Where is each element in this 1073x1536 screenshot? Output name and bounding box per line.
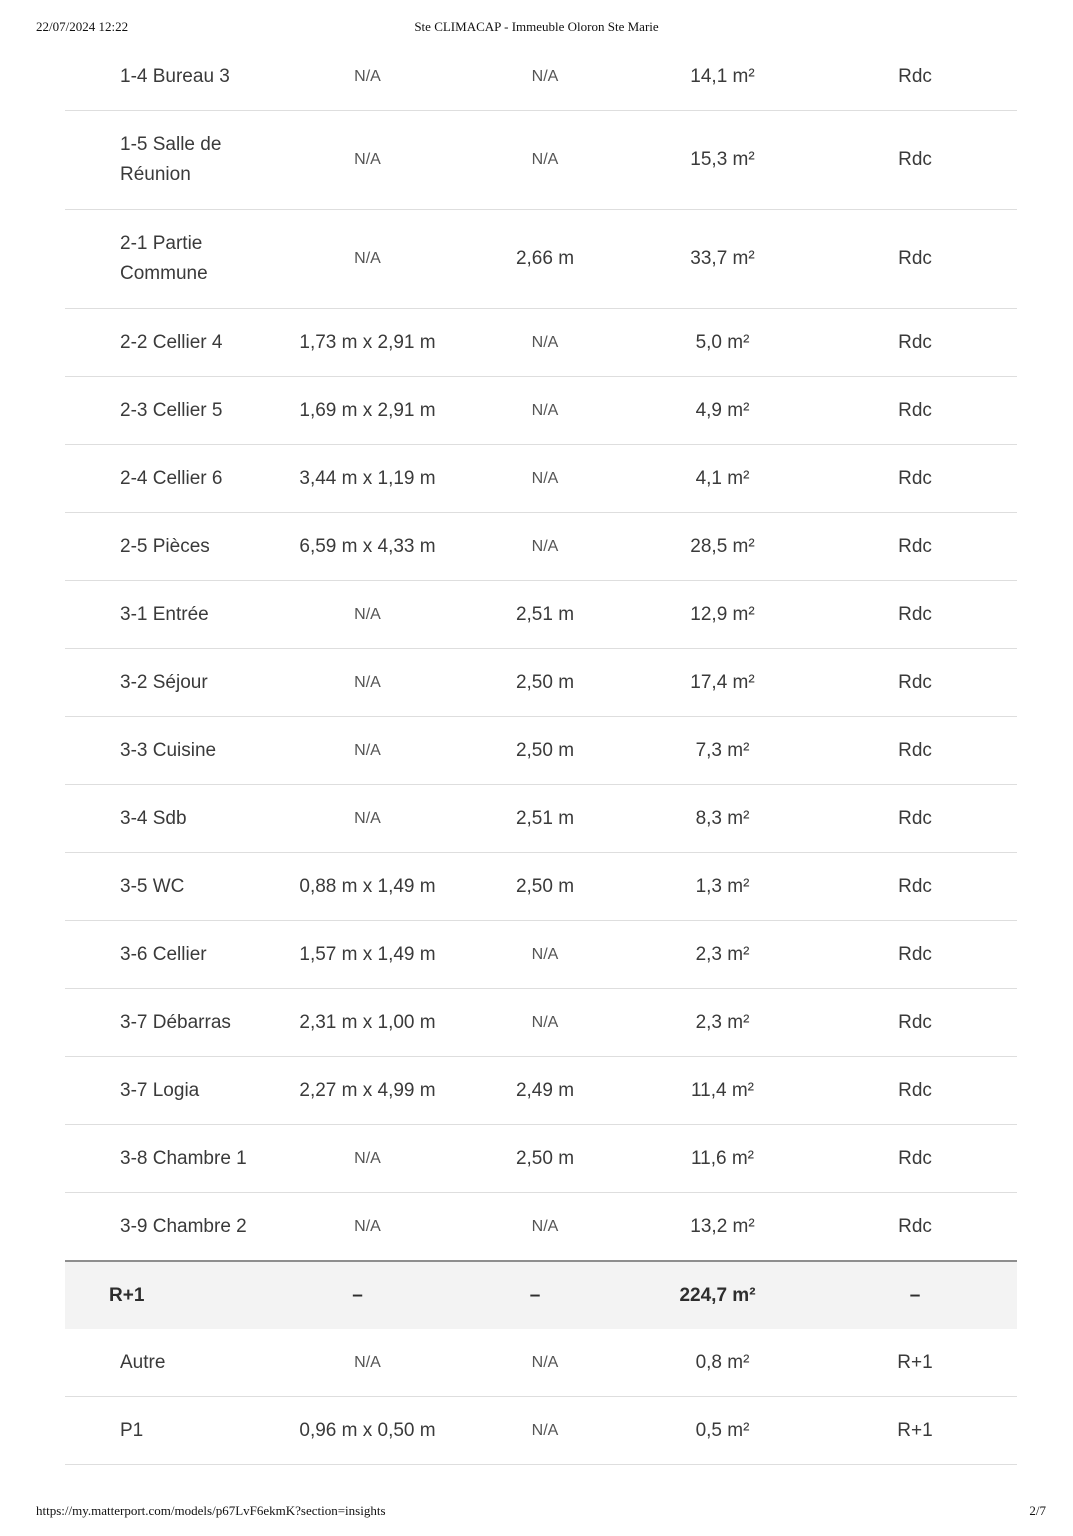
room-dimensions: N/A	[354, 67, 381, 85]
room-name: 3-5 WC	[120, 875, 185, 897]
room-level: Rdc	[898, 739, 932, 761]
room-height: N/A	[531, 151, 559, 168]
room-height: N/A	[531, 537, 559, 555]
room-height: 2,50 m	[515, 739, 575, 761]
room-area: 4,9 m²	[695, 399, 750, 421]
table-row	[65, 43, 1017, 111]
room-level: Rdc	[898, 875, 932, 897]
room-area: 28,5 m²	[690, 535, 755, 557]
room-dimensions: 2,31 m x 1,00 m	[299, 1011, 436, 1033]
room-height: 2,51 m	[515, 603, 575, 625]
table-row	[65, 649, 1017, 717]
table-row	[65, 1057, 1017, 1125]
floor-group-row	[65, 1260, 1017, 1329]
room-level: Rdc	[898, 1147, 932, 1169]
table-row	[65, 1125, 1017, 1193]
table-row	[65, 111, 1017, 210]
room-level: Rdc	[898, 399, 932, 421]
room-dimensions: 1,57 m x 1,49 m	[299, 943, 436, 965]
table-row	[65, 445, 1017, 513]
page-number: 2/7	[1029, 1503, 1046, 1518]
table-row	[65, 989, 1017, 1057]
room-dimensions: 0,96 m x 0,50 m	[299, 1419, 436, 1441]
room-area: 7,3 m²	[695, 739, 750, 761]
room-height: 2,50 m	[515, 1147, 575, 1169]
room-area: 5,0 m²	[695, 331, 750, 353]
page-url: https://my.matterport.com/models/p67LvF6ekmK?section=insights	[36, 1503, 386, 1518]
room-dimensions: N/A	[354, 673, 381, 691]
room-name: 2-3 Cellier 5	[120, 399, 223, 421]
room-dimensions: 6,59 m x 4,33 m	[299, 535, 436, 557]
room-dimensions: N/A	[354, 1353, 381, 1371]
room-level: Rdc	[898, 1011, 932, 1033]
room-area: 11,4 m²	[690, 1079, 754, 1101]
room-height: N/A	[531, 333, 559, 351]
print-header	[36, 19, 1037, 39]
room-level: Rdc	[898, 671, 932, 693]
room-dimensions: N/A	[354, 605, 381, 623]
room-level: Rdc	[898, 65, 932, 87]
room-area: 1,3 m²	[695, 875, 750, 897]
room-level: Rdc	[898, 331, 932, 353]
room-dimensions: 2,27 m x 4,99 m	[299, 1079, 436, 1101]
room-name: 3-4 Sdb	[120, 807, 187, 829]
print-footer	[36, 1503, 1046, 1523]
room-area: 0,8 m²	[695, 1351, 750, 1373]
room-level: Rdc	[898, 535, 932, 557]
room-dimensions: N/A	[354, 809, 381, 827]
room-height: N/A	[531, 67, 559, 85]
room-area: 14,1 m²	[690, 65, 755, 87]
room-level: Rdc	[898, 467, 932, 489]
room-level: Rdc	[898, 248, 932, 269]
table-row	[65, 513, 1017, 581]
table-row	[65, 1397, 1017, 1465]
table-row	[65, 921, 1017, 989]
room-area: 13,2 m²	[690, 1215, 755, 1237]
floor-height: –	[529, 1284, 541, 1306]
room-name: Autre	[120, 1351, 166, 1373]
room-height: 2,66 m	[515, 248, 575, 269]
room-area: 17,4 m²	[690, 671, 755, 693]
room-level: Rdc	[898, 943, 932, 965]
table-row	[65, 581, 1017, 649]
room-name: 2-1 Partie Commune	[120, 233, 208, 284]
room-dimensions: N/A	[354, 1217, 381, 1235]
room-name: 3-3 Cuisine	[120, 739, 217, 761]
room-area: 0,5 m²	[695, 1419, 750, 1441]
room-name: P1	[120, 1419, 144, 1441]
room-level: Rdc	[898, 603, 932, 625]
room-name: 2-2 Cellier 4	[120, 331, 223, 353]
table-row	[65, 309, 1017, 377]
room-area: 11,6 m²	[690, 1147, 754, 1169]
floor-level: –	[909, 1284, 921, 1306]
room-area: 8,3 m²	[695, 807, 750, 829]
room-name: 2-5 Pièces	[120, 535, 210, 557]
room-name: 3-7 Logia	[120, 1079, 200, 1101]
room-name: 3-7 Débarras	[120, 1011, 231, 1033]
room-dimensions: N/A	[354, 250, 381, 267]
room-name: 2-4 Cellier 6	[120, 467, 223, 489]
room-level: Rdc	[898, 1215, 932, 1237]
room-name: 3-8 Chambre 1	[120, 1147, 247, 1169]
room-height: 2,50 m	[515, 875, 575, 897]
room-area: 33,7 m²	[690, 248, 755, 269]
room-level: Rdc	[898, 149, 932, 170]
table-row	[65, 210, 1017, 309]
room-dimensions: 1,73 m x 2,91 m	[299, 331, 436, 353]
room-height: N/A	[531, 1353, 559, 1371]
floor-area: 224,7 m²	[679, 1284, 756, 1306]
table-row	[65, 1193, 1017, 1260]
table-row	[65, 1329, 1017, 1397]
room-level: Rdc	[898, 807, 932, 829]
room-area: 12,9 m²	[690, 603, 755, 625]
room-level: Rdc	[898, 1079, 932, 1101]
table-row	[65, 377, 1017, 445]
table-row	[65, 853, 1017, 921]
room-name: 1-5 Salle de Réunion	[120, 134, 222, 185]
room-height: N/A	[531, 1013, 559, 1031]
room-dimensions: 3,44 m x 1,19 m	[299, 467, 436, 489]
floor-name: R+1	[109, 1284, 145, 1306]
room-dimensions: N/A	[354, 741, 381, 759]
room-level: R+1	[897, 1351, 933, 1373]
room-area: 2,3 m²	[695, 943, 750, 965]
room-height: 2,51 m	[515, 807, 575, 829]
room-height: N/A	[531, 1421, 559, 1439]
room-name: 3-2 Séjour	[120, 671, 208, 693]
room-name: 3-6 Cellier	[120, 943, 207, 965]
room-height: N/A	[531, 945, 559, 963]
print-date: 22/07/2024 12:22	[36, 19, 129, 34]
room-name: 3-1 Entrée	[120, 603, 209, 625]
table-row	[65, 785, 1017, 853]
room-height: 2,50 m	[515, 671, 575, 693]
room-height: N/A	[531, 401, 559, 419]
room-name: 3-9 Chambre 2	[120, 1215, 247, 1237]
room-area: 15,3 m²	[690, 149, 755, 170]
room-dimensions: 0,88 m x 1,49 m	[299, 875, 436, 897]
table-row	[65, 717, 1017, 785]
floor-dimensions: –	[352, 1284, 363, 1306]
room-height: 2,49 m	[515, 1079, 575, 1101]
room-name: 1-4 Bureau 3	[120, 65, 230, 87]
rooms-table	[65, 43, 1017, 1465]
room-height: N/A	[531, 469, 559, 487]
room-area: 4,1 m²	[695, 467, 750, 489]
room-dimensions: 1,69 m x 2,91 m	[299, 399, 436, 421]
document-title: Ste CLIMACAP - Immeuble Oloron Ste Marie	[414, 19, 659, 34]
room-height: N/A	[531, 1217, 559, 1235]
room-level: R+1	[897, 1419, 933, 1441]
room-area: 2,3 m²	[695, 1011, 750, 1033]
room-dimensions: N/A	[354, 151, 381, 168]
room-dimensions: N/A	[354, 1149, 381, 1167]
